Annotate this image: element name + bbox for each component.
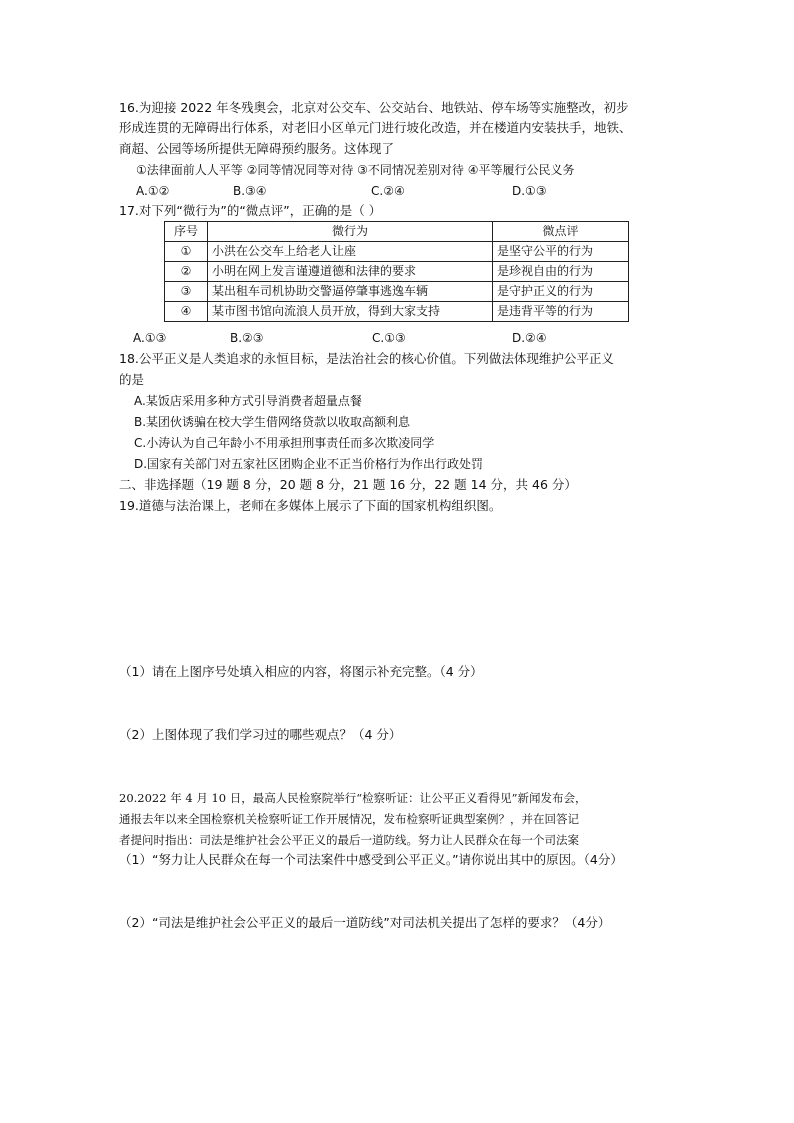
table-cell-review: 是坚守公平的行为: [493, 242, 629, 262]
q18-option-d: D.国家有关部门对五家社区团购企业不正当价格行为作出行政处罚: [134, 457, 484, 471]
table-header-number: 序号: [165, 222, 208, 242]
table-cell-number: ③: [165, 282, 208, 302]
q20-subquestion-1: （1）“努力让人民群众在每一个司法案件中感受到公平正义。”请你说出其中的原因。（4分）: [119, 852, 623, 867]
q18-option-a: A.某饭店采用多种方式引导消费者超量点餐: [134, 394, 362, 408]
q18-option-c: C.小涛认为自己年龄小不用承担刑事责任而多次欺凌同学: [134, 436, 435, 450]
q20-stem-line-2: 通报去年以来全国检察机关检察听证工作开展情况，发布检察听证典型案例？，并在回答记: [119, 812, 579, 826]
table-cell-review: 是违背平等的行为: [493, 302, 629, 322]
table-header-behavior: 微行为: [208, 222, 493, 242]
q18-stem-line-1: 18.公平正义是人类追求的永恒目标，是法治社会的核心价值。下列做法体现维护公平正义: [119, 351, 614, 366]
table-row: [165, 242, 629, 262]
q16-option-c: C.②④: [371, 184, 405, 198]
table-row: [165, 262, 629, 282]
table-cell-behavior: 小明在网上发言谨遵道德和法律的要求: [208, 262, 493, 282]
micro-review-table: [164, 221, 629, 322]
q17-option-d: D.②④: [512, 331, 547, 345]
table-cell-number: ②: [165, 262, 208, 282]
q19-subquestion-2: （2）上图体现了我们学习过的哪些观点？（4 分）: [119, 727, 402, 742]
q19-subquestion-1: （1）请在上图序号处填入相应的内容，将图示补充完整。（4 分）: [119, 664, 483, 679]
q17-option-c: C.①③: [372, 331, 406, 345]
table-row: [165, 302, 629, 322]
table-cell-review: 是珍视自由的行为: [493, 262, 629, 282]
q18-option-b: B.某团伙诱骗在校大学生借网络贷款以收取高额利息: [134, 415, 411, 429]
q17-option-a: A.①③: [133, 331, 167, 345]
q20-stem-line-3: 者提问时指出：司法是维护社会公平正义的最后一道防线。努力让人民群众在每一个司法案: [119, 833, 579, 847]
section-two-heading: 二、非选择题（19 题 8 分，20 题 8 分，21 题 16 分，22 题 14 分，共 46 分）: [119, 477, 577, 492]
q17-stem: 17.对下列“微行为”的“微点评”，正确的是（ ）: [119, 203, 382, 218]
q16-option-d: D.①③: [512, 184, 547, 198]
table-cell-behavior: 某出租车司机协助交警逼停肇事逃逸车辆: [208, 282, 493, 302]
q18-stem-line-2: 的是: [119, 372, 145, 387]
q20-subquestion-2: （2）“司法是维护社会公平正义的最后一道防线”对司法机关提出了怎样的要求？（4分）: [119, 915, 611, 930]
table-cell-number: ①: [165, 242, 208, 262]
table-header-row: [165, 222, 629, 242]
table-header-review: 微点评: [493, 222, 629, 242]
table-cell-review: 是守护正义的行为: [493, 282, 629, 302]
q20-stem-line-1: 20.2022 年 4 月 10 日，最高人民检察院举行“检察听证：让公平正义看得见”新闻发布会，: [119, 791, 587, 805]
q17-option-b: B.②③: [230, 331, 264, 345]
q19-stem: 19.道德与法治课上，老师在多媒体上展示了下面的国家机构组织图。: [119, 498, 502, 513]
q16-stem-line-1: 16.为迎接 2022 年冬残奥会，北京对公交车、公交站台、地铁站、停车场等实施整改，初步: [119, 100, 629, 115]
table-cell-behavior: 小洪在公交车上给老人让座: [208, 242, 493, 262]
q16-option-b: B.③④: [233, 184, 267, 198]
q16-stem-line-3: 商超、公园等场所提供无障碍预约服务。这体现了: [119, 141, 395, 156]
table-cell-behavior: 某市图书馆向流浪人员开放，得到大家支持: [208, 302, 493, 322]
table-cell-number: ④: [165, 302, 208, 322]
q16-stem-line-2: 形成连贯的无障碍出行体系，对老旧小区单元门进行坡化改造，并在楼道内安装扶手，地铁、: [119, 120, 632, 135]
q16-statements: ①法律面前人人平等 ②同等情况同等对待 ③不同情况差别对待 ④平等履行公民义务: [136, 163, 575, 177]
q16-option-a: A.①②: [136, 184, 170, 198]
table-row: [165, 282, 629, 302]
